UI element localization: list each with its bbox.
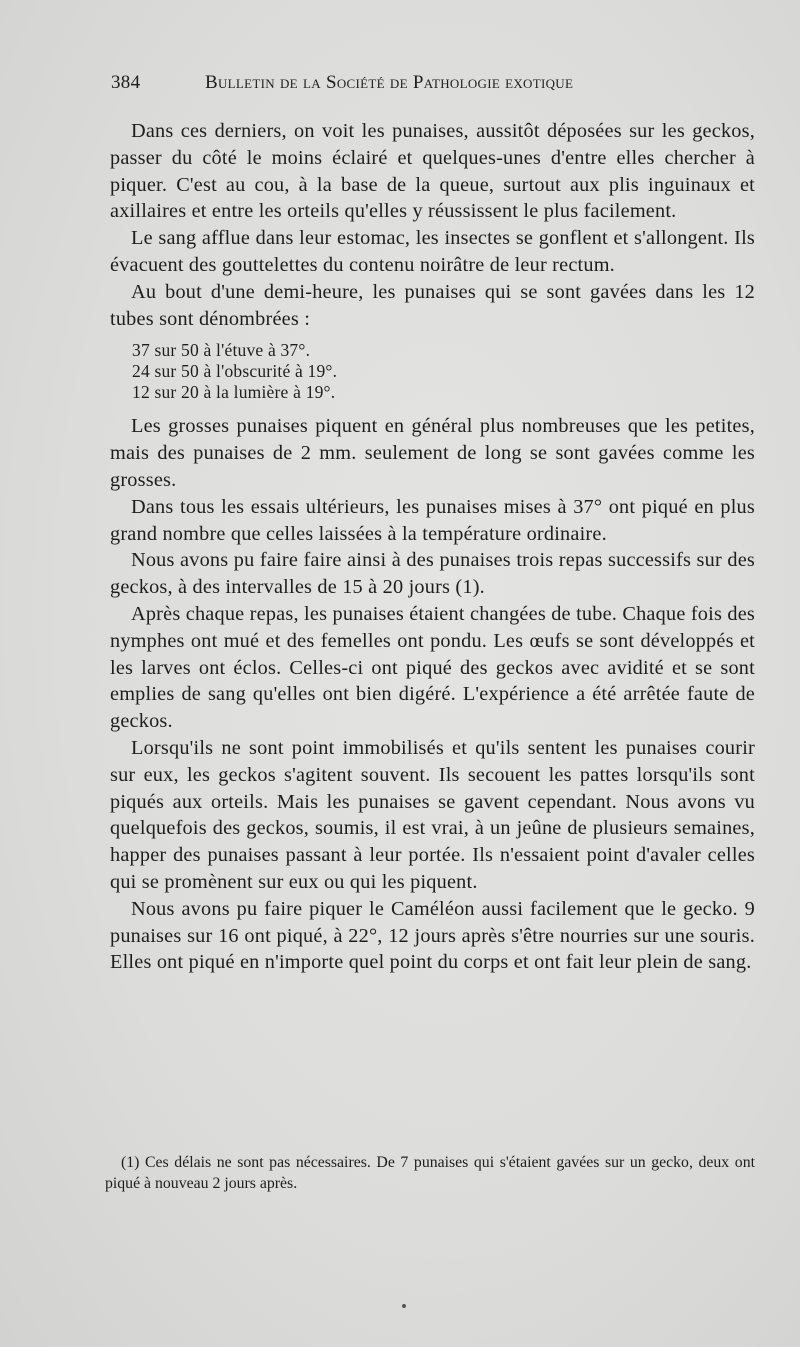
running-title: Bulletin de la Société de Pathologie exotique [205, 72, 574, 93]
body-text [110, 118, 755, 976]
result-line: 24 sur 50 à l'obscurité à 19°. [132, 361, 338, 382]
paragraph-2: Le sang afflue dans leur estomac, les insectes se gonflent et s'allongent. Ils évacuent des gouttelettes du contenu noirâtre de leur rectum. [110, 227, 755, 276]
result-line: 37 sur 50 à l'étuve à 37°. [132, 340, 311, 361]
paragraph-9: Nous avons pu faire piquer le Caméléon aussi facilement que le gecko. 9 punaises sur 16 ont piqué, à 22°, 12 jours après s'être nourries sur une souris. Elles ont piqué en n'importe quel point du corps et ont fait leur plein de sang. [110, 897, 755, 974]
paragraph-7: Après chaque repas, les punaises étaient changées de tube. Chaque fois des nymphes ont mué et des femelles ont pondu. Les œufs se sont développés et les larves ont éclos. Celles-ci ont piqué des geckos avec avidité et se sont emplies de sang qu'elles ont bien digéré. L'expérience a été arrêtée faute de geckos. [110, 602, 755, 733]
paragraph-4: Les grosses punaises piquent en général plus nombreuses que les petites, mais des punaises de 2 mm. seulement de long se sont gavées comme les grosses. [110, 415, 755, 491]
page-number: 384 [111, 72, 141, 93]
footnote [105, 1152, 755, 1194]
results-list [132, 340, 755, 403]
paragraph-8: Lorsqu'ils ne sont point immobilisés et qu'ils sentent les punaises courir sur eux, les geckos s'agitent souvent. Ils secouent les pattes lorsqu'ils sont piqués aux orteils. Mais les punaises se gavent cependant. Nous avons vu quelquefois des geckos, soumis, il est vrai, à un jeûne de plusieurs semaines, happer des punaises passant à leur portée. Ils n'essaient point d'avaler celles qui se promènent sur eux ou qui les piquent. [110, 736, 755, 893]
paragraph-1: Dans ces derniers, on voit les punaises, aussitôt déposées sur les geckos, passer du côté le moins éclairé et quelques-unes d'entre elles chercher à piquer. C'est au cou, à la base de la queue, surtout aux plis inguinaux et axillaires et entre les orteils qu'elles y réussissent le plus facilement. [110, 120, 755, 223]
paragraph-5: Dans tous les essais ultérieurs, les punaises mises à 37° ont piqué en plus grand nombre que celles laissées à la température ordinaire. [110, 495, 755, 545]
paragraph-6: Nous avons pu faire faire ainsi à des punaises trois repas successifs sur des geckos, à des intervalles de 15 à 20 jours (1). [110, 549, 755, 599]
result-line: 12 sur 20 à la lumière à 19°. [132, 382, 336, 403]
footnote-text: (1) Ces délais ne sont pas nécessaires. De 7 punaises qui s'étaient gavées sur un gecko, deux ont piqué à nouveau 2 jours après. [105, 1154, 755, 1192]
ink-speck [402, 1304, 406, 1308]
paragraph-3: Au bout d'une demi-heure, les punaises qui se sont gavées dans les 12 tubes sont dénombrées : [110, 280, 755, 330]
